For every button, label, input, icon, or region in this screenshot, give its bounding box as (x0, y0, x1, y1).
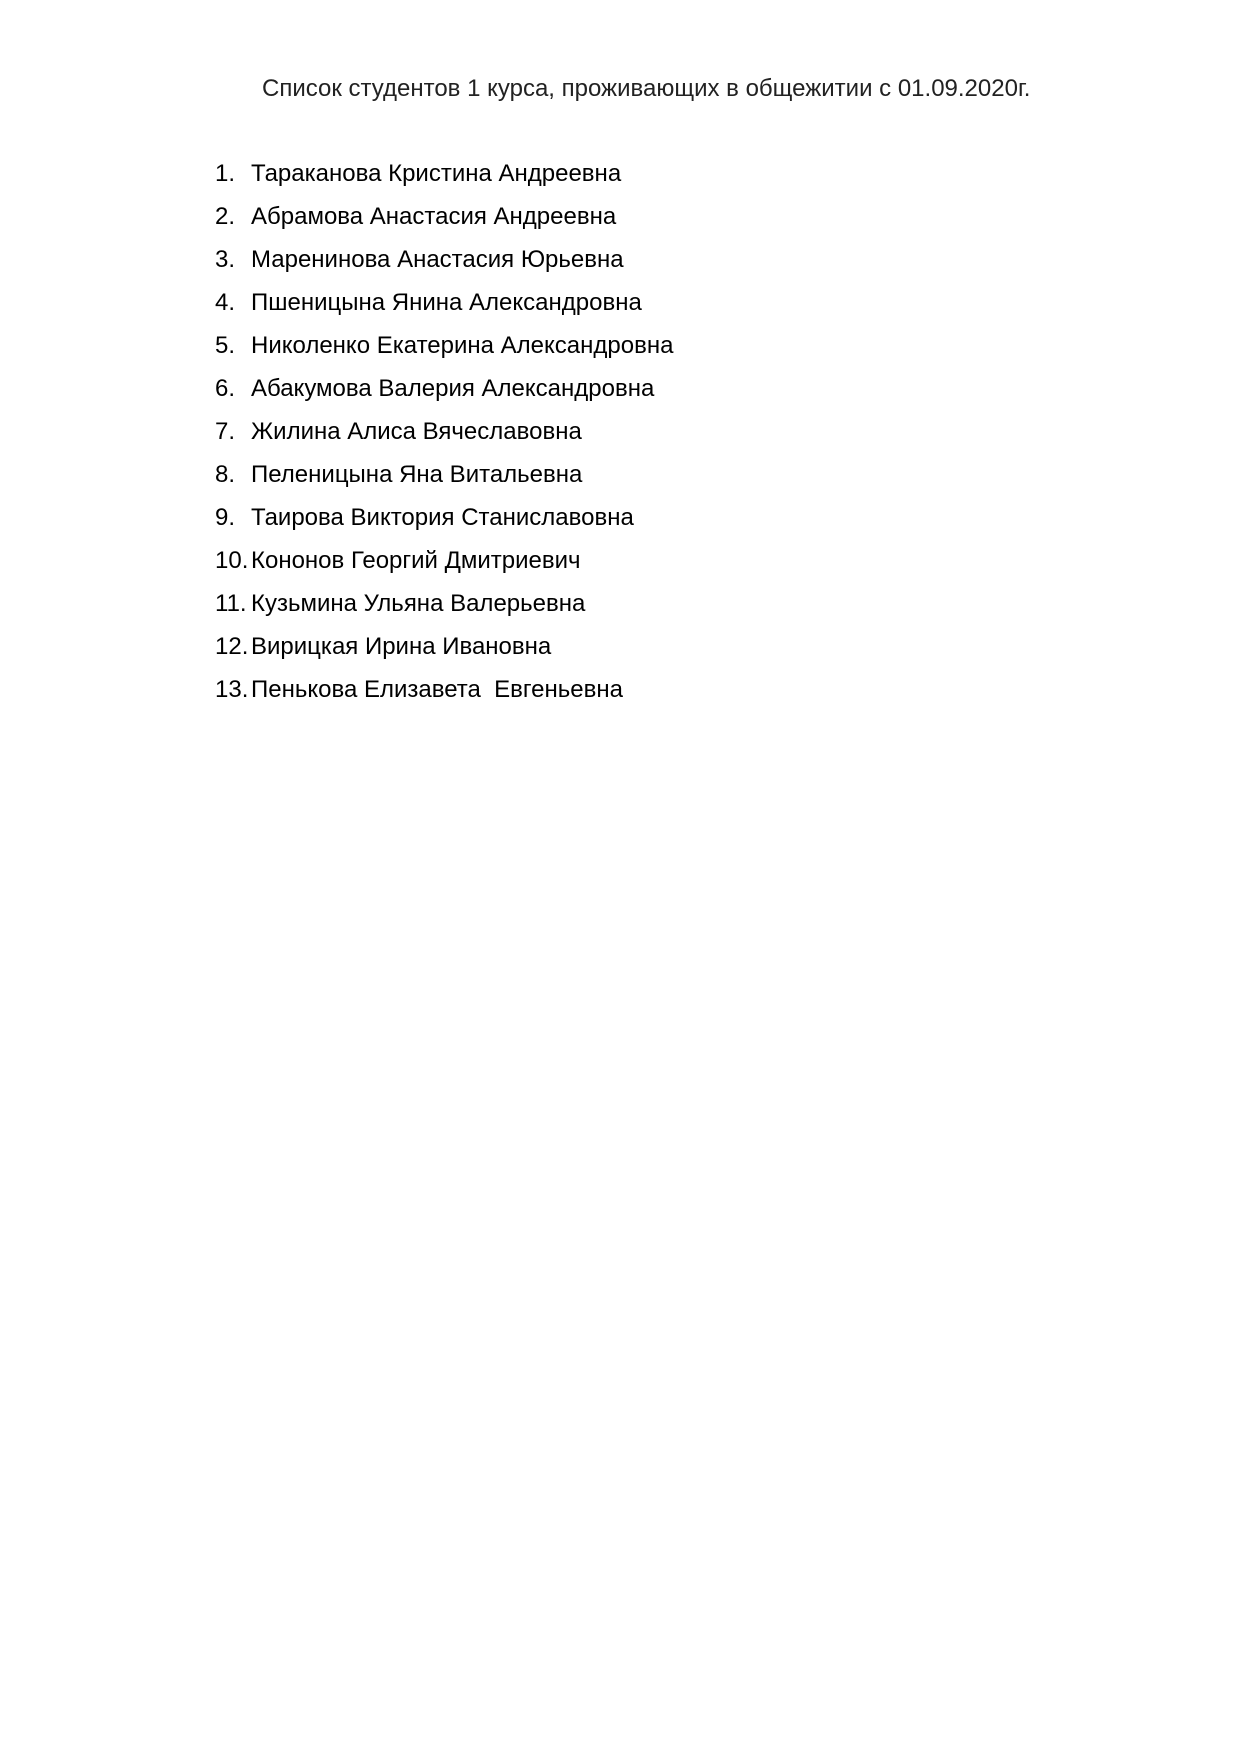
student-name: Кузьмина Ульяна Валерьевна (251, 590, 586, 617)
item-number: 10. (215, 547, 249, 574)
item-number: 1. (215, 160, 236, 187)
item-number: 6. (215, 375, 236, 402)
list-item (215, 546, 581, 589)
list-item (215, 632, 552, 675)
item-number: 5. (215, 332, 236, 359)
item-number: 13. (215, 676, 249, 703)
student-name: Пенькова Елизавета Евгеньевна (251, 676, 623, 703)
item-number: 11. (215, 590, 247, 617)
list-item (215, 589, 586, 632)
student-name: Кононов Георгий Дмитриевич (251, 547, 581, 574)
student-list (215, 159, 674, 718)
list-item (215, 331, 674, 374)
student-name: Таирова Виктория Станиславовна (251, 504, 634, 531)
student-name: Абрамова Анастасия Андреевна (251, 203, 617, 230)
list-item (215, 675, 623, 718)
list-item (215, 460, 583, 503)
item-number: 8. (215, 461, 236, 488)
student-name: Николенко Екатерина Александровна (251, 332, 674, 359)
student-name: Пшеницына Янина Александровна (251, 289, 642, 316)
student-name: Жилина Алиса Вячеславовна (251, 418, 582, 445)
list-item (215, 202, 617, 245)
student-name: Маренинова Анастасия Юрьевна (251, 246, 624, 273)
list-item (215, 288, 642, 331)
item-number: 3. (215, 246, 236, 273)
student-name: Вирицкая Ирина Ивановна (251, 633, 552, 660)
item-number: 7. (215, 418, 236, 445)
item-number: 2. (215, 203, 236, 230)
item-number: 4. (215, 289, 236, 316)
list-item (215, 159, 622, 202)
list-item (215, 374, 655, 417)
student-name: Тараканова Кристина Андреевна (251, 160, 622, 187)
item-number: 12. (215, 633, 249, 660)
student-name: Пеленицына Яна Витальевна (251, 461, 583, 488)
item-number: 9. (215, 504, 236, 531)
document-title: Список студентов 1 курса, проживающих в общежитии с 01.09.2020г. (262, 75, 1031, 102)
list-item (215, 245, 624, 288)
list-item (215, 417, 582, 460)
list-item (215, 503, 634, 546)
student-name: Абакумова Валерия Александровна (251, 375, 655, 402)
